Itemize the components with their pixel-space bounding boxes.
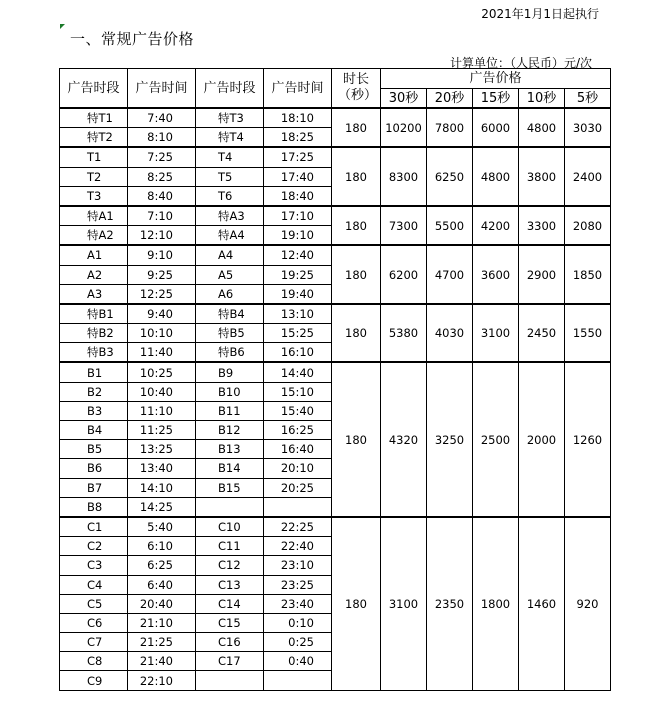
slot-cell: A3 <box>60 284 128 304</box>
slot-cell: 特T2 <box>60 128 128 148</box>
slot-cell: 特B5 <box>196 324 264 343</box>
slot-cell: 特T4 <box>196 128 264 148</box>
time-cell: 23:10 <box>264 556 332 575</box>
slot-cell: B12 <box>196 421 264 440</box>
time-cell: 7:40 <box>128 108 196 128</box>
time-cell: 16:40 <box>264 440 332 459</box>
unit-note: 计算单位：（人民币）元/次 <box>449 56 592 70</box>
time-cell: 0:10 <box>264 613 332 632</box>
duration-cell: 180 <box>332 206 381 245</box>
slot-cell: 特B2 <box>60 324 128 343</box>
price-cell: 3300 <box>519 206 565 245</box>
time-cell: 12:10 <box>128 226 196 246</box>
price-cell: 2450 <box>519 304 565 363</box>
slot-cell: C17 <box>196 652 264 671</box>
time-cell <box>264 671 332 690</box>
price-cell: 6200 <box>381 245 427 304</box>
time-cell: 7:25 <box>128 147 196 167</box>
time-cell: 18:10 <box>264 108 332 128</box>
duration-cell: 180 <box>332 147 381 206</box>
time-cell <box>264 497 332 517</box>
price-cell: 2350 <box>427 517 473 690</box>
price-cell: 3600 <box>473 245 519 304</box>
price-cell: 1550 <box>565 304 611 363</box>
price-cell: 2000 <box>519 362 565 517</box>
slot-cell: C5 <box>60 594 128 613</box>
time-cell: 14:25 <box>128 497 196 517</box>
table-header <box>60 69 611 109</box>
time-cell: 12:40 <box>264 245 332 265</box>
price-table <box>59 68 611 691</box>
header-time-1: 广告时间 <box>128 69 196 109</box>
price-cell: 3030 <box>565 108 611 147</box>
time-cell: 11:10 <box>128 401 196 420</box>
price-cell: 7300 <box>381 206 427 245</box>
slot-cell: B15 <box>196 478 264 497</box>
price-cell: 1850 <box>565 245 611 304</box>
time-cell: 11:40 <box>128 343 196 363</box>
price-cell: 2900 <box>519 245 565 304</box>
time-cell: 16:25 <box>264 421 332 440</box>
price-cell: 4320 <box>381 362 427 517</box>
price-cell: 5500 <box>427 206 473 245</box>
price-cell: 2400 <box>565 147 611 206</box>
table-row <box>60 206 611 226</box>
time-cell: 23:40 <box>264 594 332 613</box>
time-cell: 15:40 <box>264 401 332 420</box>
price-cell: 4030 <box>427 304 473 363</box>
header-price-col: 5秒 <box>565 89 611 109</box>
table-row <box>60 304 611 324</box>
duration-cell: 180 <box>332 517 381 690</box>
header-slot-1: 广告时段 <box>60 69 128 109</box>
time-cell: 9:40 <box>128 304 196 324</box>
slot-cell: B7 <box>60 478 128 497</box>
duration-cell: 180 <box>332 362 381 517</box>
table-row <box>60 362 611 382</box>
header-price-col: 10秒 <box>519 89 565 109</box>
time-cell: 8:25 <box>128 167 196 186</box>
price-cell: 4800 <box>473 147 519 206</box>
slot-cell: 特B4 <box>196 304 264 324</box>
slot-cell: C15 <box>196 613 264 632</box>
slot-cell: B4 <box>60 421 128 440</box>
header-duration-text: 时长（秒） <box>338 72 378 103</box>
price-cell: 6250 <box>427 147 473 206</box>
price-cell: 7800 <box>427 108 473 147</box>
slot-cell: B10 <box>196 382 264 401</box>
header-price-col: 15秒 <box>473 89 519 109</box>
slot-cell: T6 <box>196 186 264 206</box>
slot-cell: C12 <box>196 556 264 575</box>
time-cell: 5:40 <box>128 517 196 537</box>
time-cell: 11:25 <box>128 421 196 440</box>
price-cell: 1800 <box>473 517 519 690</box>
slot-cell: B9 <box>196 362 264 382</box>
table-row <box>60 147 611 167</box>
header-duration <box>332 69 381 109</box>
time-cell: 10:25 <box>128 362 196 382</box>
time-cell: 6:25 <box>128 556 196 575</box>
time-cell: 17:25 <box>264 147 332 167</box>
slot-cell: T1 <box>60 147 128 167</box>
time-cell: 19:25 <box>264 265 332 284</box>
slot-cell: 特A2 <box>60 226 128 246</box>
duration-cell: 180 <box>332 245 381 304</box>
slot-cell: C3 <box>60 556 128 575</box>
slot-cell: B8 <box>60 497 128 517</box>
slot-cell: C9 <box>60 671 128 690</box>
price-cell: 6000 <box>473 108 519 147</box>
table-body <box>60 108 611 690</box>
price-cell: 5380 <box>381 304 427 363</box>
duration-cell: 180 <box>332 108 381 147</box>
table-row <box>60 517 611 537</box>
slot-cell: 特B1 <box>60 304 128 324</box>
slot-cell: 特T1 <box>60 108 128 128</box>
price-cell: 3100 <box>381 517 427 690</box>
time-cell: 19:10 <box>264 226 332 246</box>
slot-cell: 特B6 <box>196 343 264 363</box>
slot-cell: 特B3 <box>60 343 128 363</box>
price-cell: 2500 <box>473 362 519 517</box>
time-cell: 18:40 <box>264 186 332 206</box>
time-cell: 15:10 <box>264 382 332 401</box>
slot-cell: B2 <box>60 382 128 401</box>
time-cell: 22:40 <box>264 537 332 556</box>
time-cell: 8:10 <box>128 128 196 148</box>
time-cell: 9:10 <box>128 245 196 265</box>
slot-cell: C11 <box>196 537 264 556</box>
time-cell: 21:40 <box>128 652 196 671</box>
header-slot-2: 广告时段 <box>196 69 264 109</box>
slot-cell: C10 <box>196 517 264 537</box>
slot-cell: A1 <box>60 245 128 265</box>
slot-cell: C8 <box>60 652 128 671</box>
price-cell: 3800 <box>519 147 565 206</box>
time-cell: 7:10 <box>128 206 196 226</box>
slot-cell: A5 <box>196 265 264 284</box>
cell-comment-marker <box>60 24 65 29</box>
slot-cell: 特A3 <box>196 206 264 226</box>
time-cell: 8:40 <box>128 186 196 206</box>
slot-cell: B11 <box>196 401 264 420</box>
price-cell: 1260 <box>565 362 611 517</box>
slot-cell: C2 <box>60 537 128 556</box>
slot-cell: B1 <box>60 362 128 382</box>
slot-cell: C1 <box>60 517 128 537</box>
effective-date: 2021年1月1日起执行 <box>481 7 599 21</box>
slot-cell: B3 <box>60 401 128 420</box>
duration-cell: 180 <box>332 304 381 363</box>
price-cell: 1460 <box>519 517 565 690</box>
slot-cell: A6 <box>196 284 264 304</box>
price-cell: 920 <box>565 517 611 690</box>
time-cell: 23:25 <box>264 575 332 594</box>
time-cell: 10:40 <box>128 382 196 401</box>
time-cell: 15:25 <box>264 324 332 343</box>
time-cell: 16:10 <box>264 343 332 363</box>
slot-cell: B13 <box>196 440 264 459</box>
table-row <box>60 245 611 265</box>
slot-cell: T5 <box>196 167 264 186</box>
slot-cell: C14 <box>196 594 264 613</box>
time-cell: 21:25 <box>128 633 196 652</box>
slot-cell: T3 <box>60 186 128 206</box>
time-cell: 19:40 <box>264 284 332 304</box>
time-cell: 6:10 <box>128 537 196 556</box>
time-cell: 13:10 <box>264 304 332 324</box>
price-cell: 4800 <box>519 108 565 147</box>
time-cell: 0:40 <box>264 652 332 671</box>
time-cell: 20:10 <box>264 459 332 478</box>
time-cell: 12:25 <box>128 284 196 304</box>
time-cell: 13:25 <box>128 440 196 459</box>
slot-cell: A2 <box>60 265 128 284</box>
slot-cell: C4 <box>60 575 128 594</box>
price-cell: 3100 <box>473 304 519 363</box>
slot-cell: A4 <box>196 245 264 265</box>
slot-cell <box>196 497 264 517</box>
time-cell: 9:25 <box>128 265 196 284</box>
time-cell: 17:10 <box>264 206 332 226</box>
slot-cell: 特A1 <box>60 206 128 226</box>
time-cell: 20:40 <box>128 594 196 613</box>
header-price-col: 30秒 <box>381 89 427 109</box>
slot-cell: T2 <box>60 167 128 186</box>
time-cell: 17:40 <box>264 167 332 186</box>
header-price: 广告价格 <box>381 69 611 89</box>
slot-cell: C16 <box>196 633 264 652</box>
slot-cell: C6 <box>60 613 128 632</box>
price-cell: 8300 <box>381 147 427 206</box>
price-cell: 3250 <box>427 362 473 517</box>
time-cell: 14:40 <box>264 362 332 382</box>
price-cell: 4200 <box>473 206 519 245</box>
time-cell: 21:10 <box>128 613 196 632</box>
price-cell: 4700 <box>427 245 473 304</box>
slot-cell: C13 <box>196 575 264 594</box>
slot-cell <box>196 671 264 690</box>
price-cell: 10200 <box>381 108 427 147</box>
section-title: 一、常规广告价格 <box>70 30 195 48</box>
header-time-2: 广告时间 <box>264 69 332 109</box>
time-cell: 0:25 <box>264 633 332 652</box>
table-row <box>60 108 611 128</box>
time-cell: 10:10 <box>128 324 196 343</box>
slot-cell: 特T3 <box>196 108 264 128</box>
time-cell: 22:10 <box>128 671 196 690</box>
slot-cell: B5 <box>60 440 128 459</box>
slot-cell: T4 <box>196 147 264 167</box>
slot-cell: 特A4 <box>196 226 264 246</box>
price-cell: 2080 <box>565 206 611 245</box>
time-cell: 14:10 <box>128 478 196 497</box>
time-cell: 22:25 <box>264 517 332 537</box>
slot-cell: C7 <box>60 633 128 652</box>
time-cell: 20:25 <box>264 478 332 497</box>
time-cell: 6:40 <box>128 575 196 594</box>
time-cell: 18:25 <box>264 128 332 148</box>
slot-cell: B6 <box>60 459 128 478</box>
slot-cell: B14 <box>196 459 264 478</box>
time-cell: 13:40 <box>128 459 196 478</box>
header-price-col: 20秒 <box>427 89 473 109</box>
